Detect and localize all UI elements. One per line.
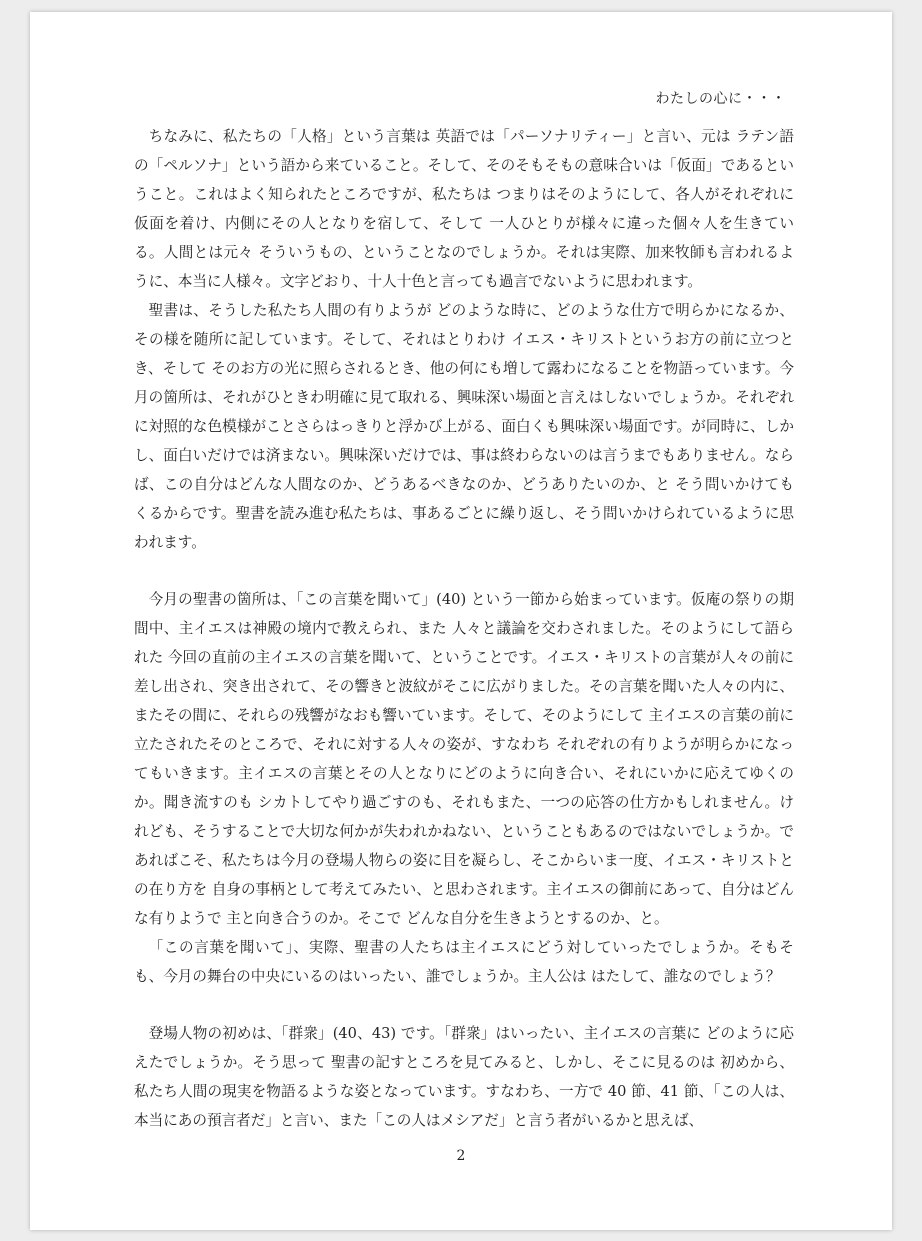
paragraph-bible-reveals: 聖書は、そうした私たち人間の有りようが どのような時に、どのような仕方で明らかになるか、その様を随所に記しています。そして、それはとりわけ イエス・キリストというお方の前に立つとき、そして そのお方の光に照らされるとき、他の何にも増して露わになることを物語っています。今月の箇所は、それがひときわ明確に見て取れる、興味深い場面と言えはしないでしょうか。それぞれに対照的な色模様がことさらはっきりと浮かび上がる、面白くも興味深い場面です。が同時に、しかし、面白いだけでは済まない。興味深いだけでは、事は終わらないのは言うまでもありません。ならば、この自分はどんな人間なのか、どうあるべきなのか、どうありたいのか、と そう問いかけてもくるからです。聖書を読み進む私たちは、事あるごとに繰り返し、そう問いかけられているように思われます。: [134, 302, 794, 551]
paragraph-hearing-words: 今月の聖書の箇所は、「この言葉を聞いて」(40) という一節から始まっています。仮庵の祭りの期間中、主イエスは神殿の境内で教えられ、また 人々と議論を交わされました。そのようにして語られた 今回の直前の主イエスの言葉を聞いて、ということです。イエス・キリストの言葉が人々の前に差し出され、突き出されて、その響きと波紋がそこに広がりました。その言葉を聞いた人々の内に、またその間に、それらの残響がなおも響いています。そして、そのようにして 主イエスの言葉の前に立たされたそのところで、それに対する人々の姿が、すなわち それぞれの有りようが明らかになってもいきます。主イエスの言葉とその人となりにどのように向き合い、それにいかに応えてゆくのか。聞き流すのも シカトしてやり過ごすのも、それもまた、一つの応答の仕方かもしれません。けれども、そうすることで大切な何かが失われかねない、ということもあるのではないでしょうか。であればこそ、私たちは今月の登場人物らの姿に目を凝らし、そこからいま一度、イエス・キリストとの在り方を 自身の事柄として考えてみたい、と思わされます。主イエスの御前にあって、自分はどんな有りようで 主と向き合うのか。そこで どんな自分を生きようとするのか、と。: [134, 591, 794, 927]
paragraph-persona: ちなみに、私たちの「人格」という言葉は 英語では「パーソナリティー」と言い、元は ラテン語の「ペルソナ」という語から来ていること。そして、そのそもそもの意味合いは「仮面」であるということ。これはよく知られたところですが、私たちは つまりはそのようにして、各人がそれぞれに仮面を着け、内側にその人となりを宿して、そして 一人ひとりが様々に違った個々人を生きている。人間とは元々 そういうもの、ということなのでしょうか。それは実際、加来牧師も言われるように、本当に人様々。文字どおり、十人十色と言っても過言でないように思われます。: [134, 128, 794, 290]
document-page: [30, 12, 892, 1230]
running-header: わたしの心に・・・: [655, 91, 786, 107]
body-text: [134, 122, 794, 1135]
paragraph-who-is-protagonist: 「この言葉を聞いて」、実際、聖書の人たちは主イエスにどう対していったでしょうか。そもそも、今月の舞台の中央にいるのはいったい、誰でしょうか。主人公は はたして、誰なのでしょう？: [134, 939, 794, 985]
paragraph-crowd: 登場人物の初めは、「群衆」(40、43) です。「群衆」はいったい、主イエスの言葉に どのように応えたでしょうか。そう思って 聖書の記すところを見てみると、しかし、そこに見るのは 初めから、私たち人間の現実を物語るような姿となっています。すなわち、一方で 40 節、41 節、「この人は、本当にあの預言者だ」と言い、また「この人はメシアだ」と言う者がいるかと思えば、: [134, 1025, 794, 1129]
page-number: 2: [456, 1148, 466, 1164]
